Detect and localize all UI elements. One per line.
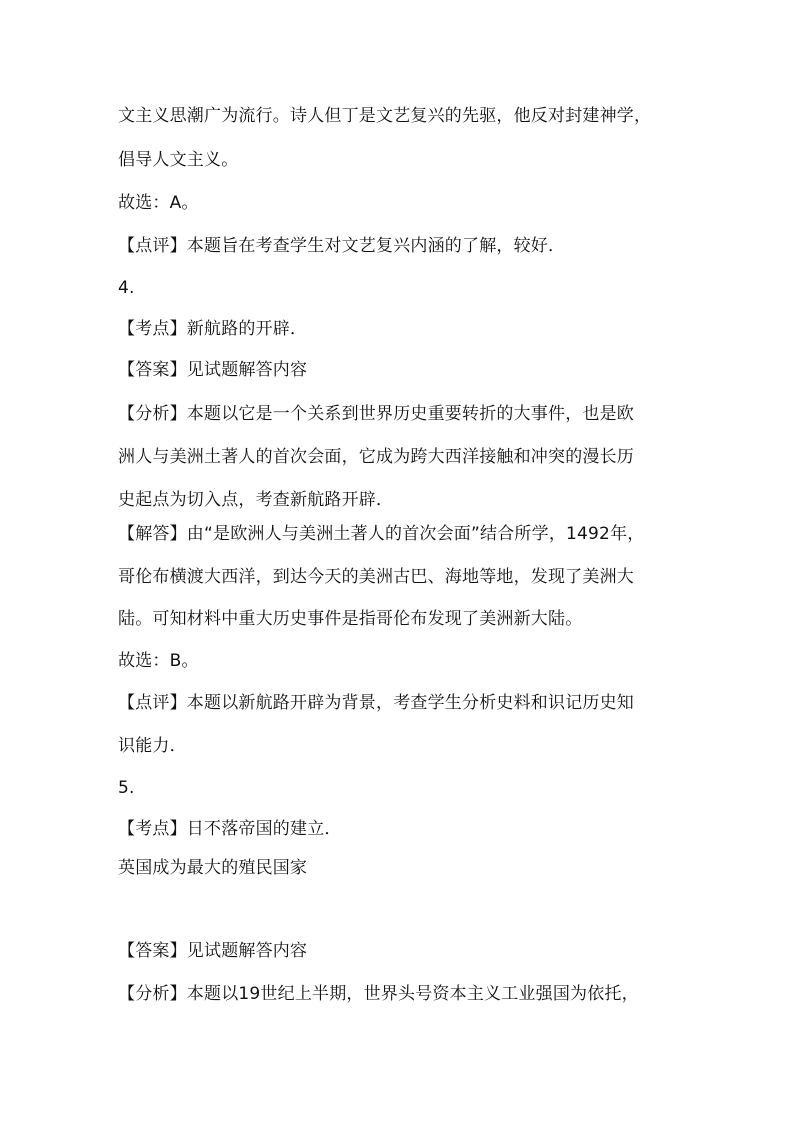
text-line: 倡导人文主义。 [118, 150, 239, 170]
text-line: 文主义思潮广为流行。诗人但丁是文艺复兴的先驱，他反对封建神学， [118, 106, 652, 126]
text-line: 【分析】本题以它是一个关系到世界历史重要转折的大事件，也是欧 [118, 404, 634, 424]
text-line: 史起点为切入点，考查新航路开辟． [118, 490, 394, 510]
text-line: 【分析】本题以19世纪上半期，世界头号资本主义工业强国为依托， [118, 984, 639, 1004]
text-line: 故选：B。 [118, 651, 199, 671]
text-line: 陆。可知材料中重大历史事件是指哥伦布发现了美洲新大陆。 [118, 609, 583, 629]
text-line: 英国成为最大的殖民国家 [118, 858, 308, 878]
text-line: 识能力． [118, 736, 187, 756]
text-line: 【点评】本题以新航路开辟为背景，考查学生分析史料和识记历史知 [118, 693, 634, 713]
question-number: 4. [118, 278, 135, 298]
text-line: 故选：A。 [118, 193, 199, 213]
text-line: 【答案】见试题解答内容 [118, 360, 308, 380]
text-line: 洲人与美洲土著人的首次会面，它成为跨大西洋接触和冲突的漫长历 [118, 447, 634, 467]
text-line: 【考点】日不落帝国的建立． [118, 819, 342, 839]
text-line: 【点评】本题旨在考查学生对文艺复兴内涵的了解，较好． [118, 236, 566, 256]
text-line: 【答案】见试题解答内容 [118, 941, 308, 961]
question-number: 5. [118, 778, 135, 798]
text-line: 哥伦布横渡大西洋，到达今天的美洲古巴、海地等地，发现了美洲大 [118, 567, 634, 587]
text-line: 【解答】由“是欧洲人与美洲土著人的首次会面”结合所学，1492年， [118, 524, 645, 544]
text-line: 【考点】新航路的开辟． [118, 319, 308, 339]
